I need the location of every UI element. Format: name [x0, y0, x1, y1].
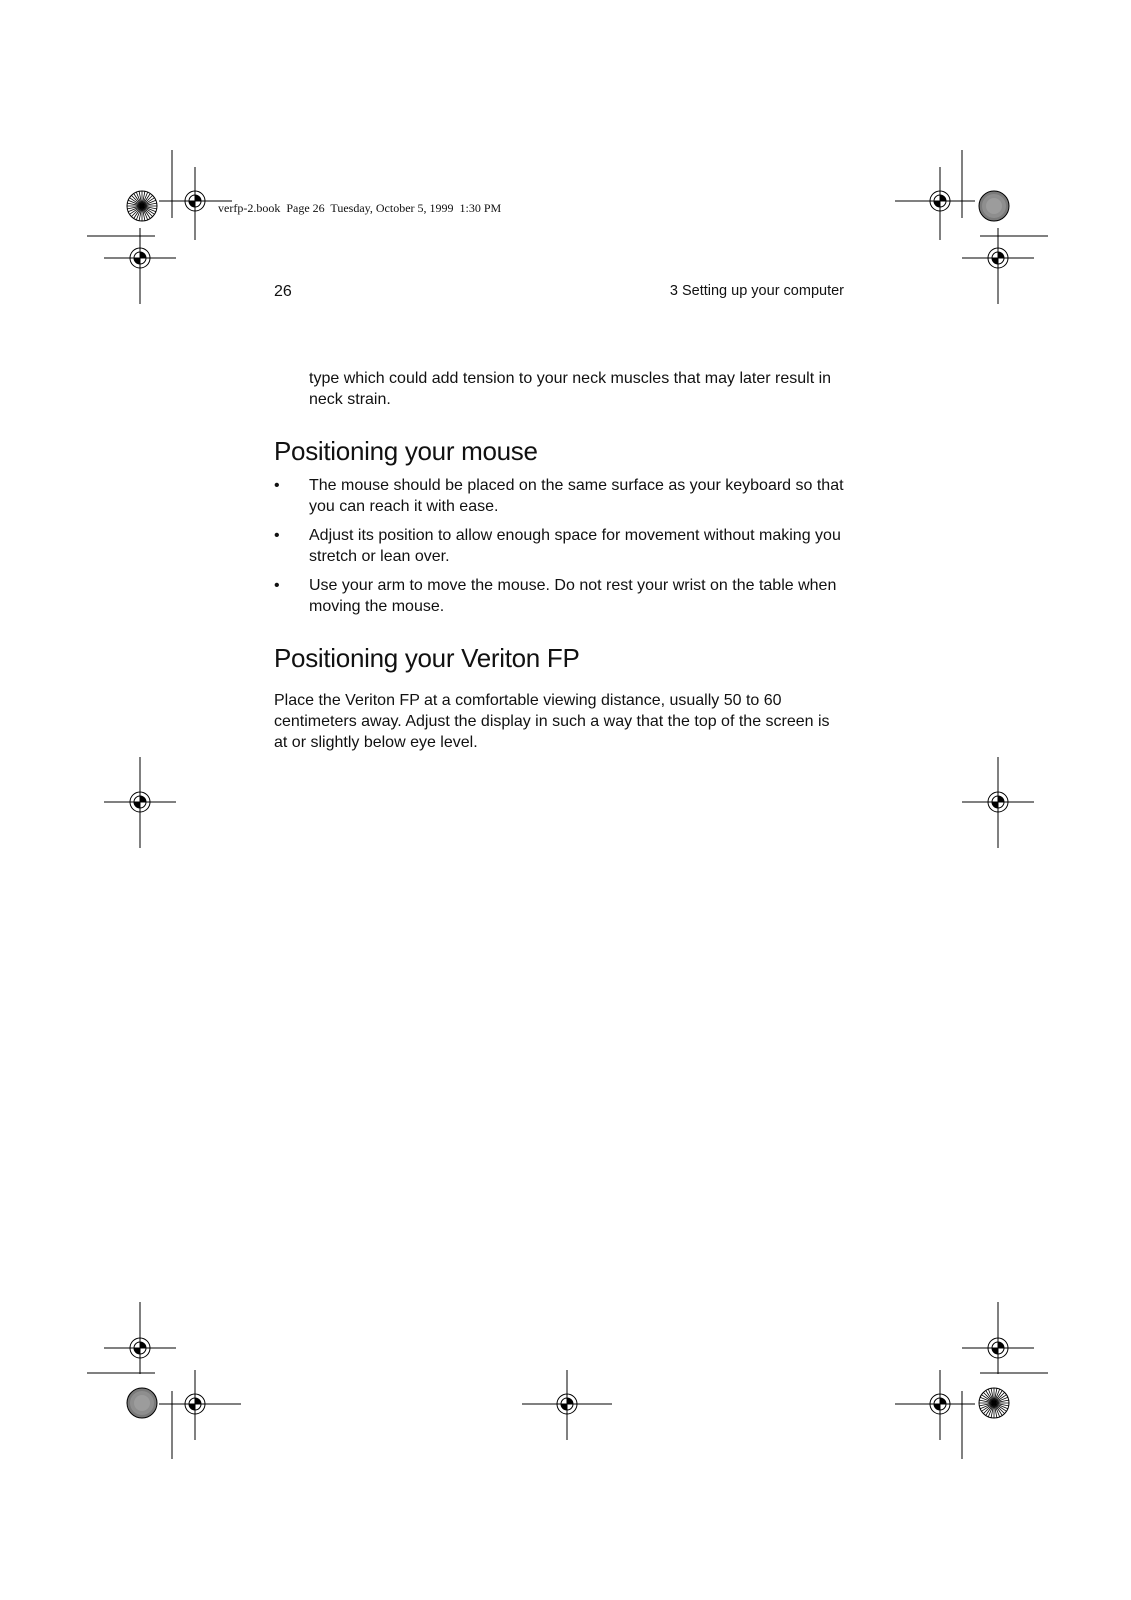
- running-head: 3 Setting up your computer: [669, 283, 844, 299]
- intro-paragraph: type which could add tension to your neck muscles that may later result in neck strain.: [309, 370, 832, 408]
- bullet-icon: •: [274, 527, 280, 544]
- print-slug-line: verfp-2.book Page 26 Tuesday, October 5, 1999 1:30 PM: [218, 201, 502, 215]
- bullet-text: The mouse should be placed on the same surface as your keyboard so that you can reach it with ease.: [309, 477, 844, 515]
- veriton-body-paragraph: Place the Veriton FP at a comfortable viewing distance, usually 50 to 60 centimeters away. Adjust the display in such a way that the top of the screen is at or slightly below eye level.: [274, 692, 830, 751]
- mouse-bullet-list: [274, 475, 854, 625]
- list-item: [274, 575, 854, 617]
- bullet-icon: •: [274, 477, 280, 494]
- bullet-icon: •: [274, 577, 280, 594]
- list-item: [274, 475, 854, 517]
- section-heading-mouse: Positioning your mouse: [274, 436, 538, 466]
- bullet-text: Use your arm to move the mouse. Do not rest your wrist on the table when moving the mouse.: [309, 577, 837, 615]
- bullet-text: Adjust its position to allow enough space for movement without making you stretch or lean over.: [309, 527, 841, 565]
- section-heading-veriton: Positioning your Veriton FP: [274, 643, 580, 673]
- page-number: 26: [274, 283, 292, 300]
- list-item: [274, 525, 854, 567]
